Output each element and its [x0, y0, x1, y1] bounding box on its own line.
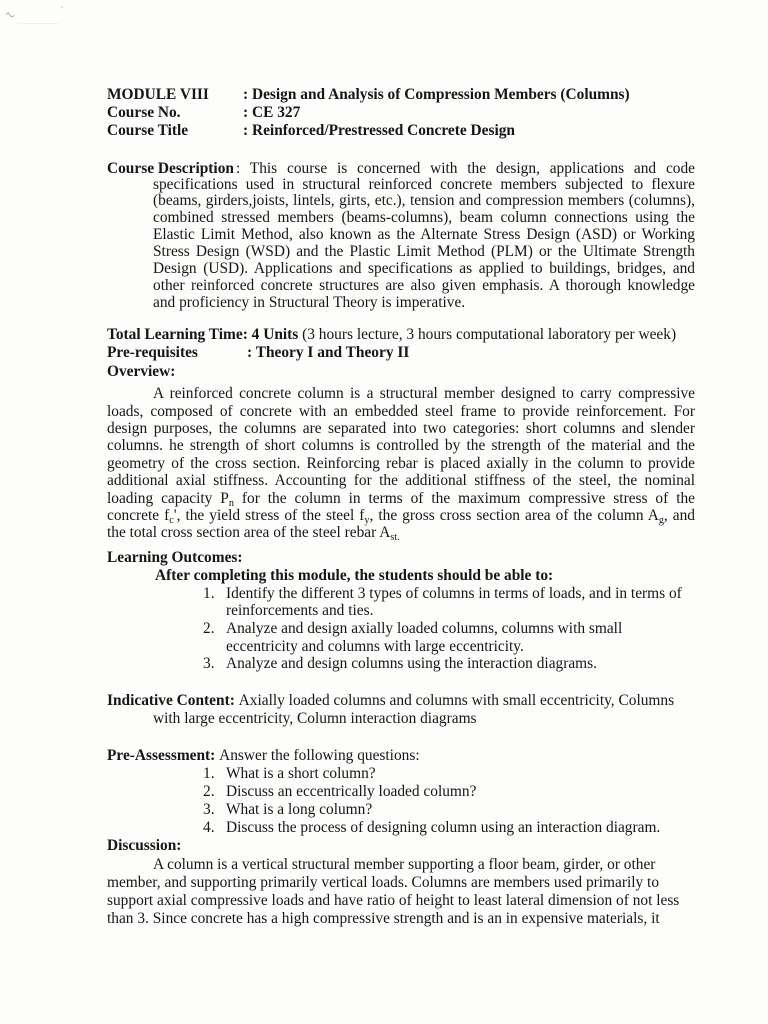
- discussion-paragraph: [107, 856, 695, 928]
- list-number: 1.: [203, 584, 215, 602]
- line-text: support axial compressive loads and have ratio of height to least lateral dimension of not less: [107, 891, 680, 909]
- line-text: (beams, girders,joists, lintels, girts, etc.), tension and compression members (columns),: [153, 192, 695, 210]
- line-text: reinforcements and ties.: [226, 602, 374, 620]
- course-title-label: Course Title: [107, 122, 189, 139]
- line-text: design purposes, the columns are separated into two categories: short columns and slender: [107, 420, 695, 438]
- course-no-value: : CE 327: [243, 104, 301, 121]
- line-text: ', the yield stress of the steel f: [173, 506, 365, 524]
- question-item: [107, 783, 695, 801]
- question-number: 4.: [203, 819, 215, 837]
- indicative-content-label: Indicative Content:: [107, 692, 235, 709]
- line-text: combined stressed members (beams-columns), beam column connections using the: [153, 209, 695, 227]
- text-line: [107, 472, 695, 489]
- line-text: loading capacity P: [107, 489, 229, 507]
- question-number: 2.: [203, 783, 215, 801]
- prerequisites-row: [107, 344, 695, 363]
- line-text: other reinforced concrete structures are also given emphasis. A thorough knowledge: [153, 276, 695, 294]
- question-text: Discuss an eccentrically loaded column?: [226, 783, 477, 801]
- discussion-heading: Discussion:: [107, 837, 182, 855]
- text-line: [107, 874, 695, 892]
- course-no-row: [107, 104, 695, 122]
- line-text: A column is a vertical structural member supporting a floor beam, girder, or other: [153, 855, 656, 873]
- text-line: [107, 892, 695, 910]
- line-text: concrete f: [107, 506, 170, 524]
- overview-paragraph: [107, 385, 695, 544]
- subscript: n: [228, 497, 234, 509]
- learning-outcomes-intro: After completing this module, the students should be able to:: [155, 566, 554, 584]
- line-text: and proficiency in Structural Theory is imperative.: [153, 293, 466, 311]
- pre-assessment-label: Pre-Assessment:: [107, 746, 216, 764]
- text-line: [107, 437, 695, 454]
- course-title-row: [107, 122, 695, 140]
- prerequisites-value: : Theory I and Theory II: [247, 344, 410, 362]
- text-line: [226, 638, 695, 656]
- text-line: [107, 385, 695, 402]
- text-line: [153, 295, 695, 312]
- list-item: [107, 655, 695, 673]
- indicative-content-row: [107, 692, 695, 710]
- text-line: [153, 193, 695, 210]
- indicative-content-continuation: with large eccentricity, Column interaction diagrams: [153, 710, 477, 727]
- prerequisites-label: Pre-requisites: [107, 344, 198, 362]
- line-text: Identify the different 3 types of columns in terms of loads, and in terms of: [226, 584, 682, 602]
- line-text: member, and supporting primarily vertical loads. Columns are members used primarily to: [107, 873, 660, 891]
- text-line: [226, 655, 695, 673]
- text-line: [107, 856, 695, 874]
- list-item-text: [226, 585, 695, 620]
- text-line: [153, 244, 695, 261]
- text-line: [226, 602, 695, 620]
- line-text: than 3. Since concrete has a high compressive strength and is an in expensive materials, it: [107, 909, 660, 927]
- indicative-content: [107, 692, 695, 728]
- text-line: [153, 278, 695, 295]
- subscript: g: [658, 514, 664, 526]
- question-item: [107, 801, 695, 819]
- learning-time-row: [107, 326, 695, 345]
- line-text: specifications used in structural reinforced concrete members subjected to flexure: [153, 175, 695, 193]
- list-item: [107, 620, 695, 655]
- text-line: [107, 910, 695, 928]
- text-line: [153, 210, 695, 227]
- text-line: [153, 261, 695, 278]
- pre-assessment-row: [107, 747, 695, 765]
- question-number: 3.: [203, 801, 215, 819]
- line-text: Stress Design (WSD) and the Plastic Limit Method (PLM) or the Ultimate Strength: [153, 243, 695, 261]
- line-text: the total cross section area of the steel rebar A: [107, 524, 391, 542]
- scan-artifact: [3, 4, 67, 28]
- text-line: [226, 620, 695, 638]
- text-line: [107, 490, 695, 507]
- course-description-first-row: [107, 160, 695, 177]
- module-row: [107, 86, 695, 104]
- question-text: What is a short column?: [226, 765, 376, 783]
- line-text: Analyze and design columns using the interaction diagrams.: [226, 655, 597, 673]
- line-text: Analyze and design axially loaded columns, columns with small: [226, 619, 623, 637]
- course-info: [107, 326, 695, 382]
- module-label: MODULE VIII: [107, 86, 209, 103]
- line-text: , the gross cross section area of the column A: [369, 506, 659, 524]
- overview-heading: Overview:: [107, 362, 176, 380]
- indicative-content-text: Axially loaded columns and columns with small eccentricity, Columns: [238, 692, 675, 709]
- question-number: 1.: [203, 765, 215, 783]
- pre-assessment-instruction: Answer the following questions:: [219, 746, 420, 764]
- list-number: 2.: [203, 619, 215, 637]
- module-header: [107, 86, 695, 140]
- pre-assessment-and-discussion: [107, 747, 695, 928]
- text-line: [107, 524, 695, 544]
- text-line: [107, 403, 695, 420]
- text-line: [107, 455, 695, 472]
- course-description-body: [153, 177, 695, 312]
- text-line: [107, 507, 695, 524]
- line-text: additional axial stiffness. Accounting for the additional stiffness of the steel, the nominal: [107, 472, 695, 490]
- list-item-text: [226, 620, 695, 655]
- text-line: [153, 177, 695, 194]
- line-text: loads, composed of concrete with an embedded steel frame to provide reinforcement. For: [107, 402, 695, 420]
- line-text: , and: [663, 506, 695, 524]
- line-text: Elastic Limit Method, also known as the Alternate Stress Design (ASD) or Working: [153, 226, 695, 244]
- course-description-first-line: : This course is concerned with the design, applications and code: [236, 159, 695, 177]
- subscript: st.: [390, 532, 400, 544]
- course-description-label: Course Description: [107, 159, 234, 177]
- course-title-value: : Reinforced/Prestressed Concrete Design: [243, 122, 515, 139]
- subscript: y: [364, 514, 370, 526]
- line-text: eccentricity and columns with large eccentricity.: [226, 637, 524, 655]
- line-text: geometry of the cross section. Reinforcing rebar is placed axially in the column to provide: [107, 454, 695, 472]
- subscript: c: [169, 514, 174, 526]
- learning-outcomes-heading: Learning Outcomes:: [107, 549, 243, 567]
- question-text: Discuss the process of designing column using an interaction diagram.: [226, 819, 661, 837]
- text-line: [226, 585, 695, 603]
- course-no-label: Course No.: [107, 104, 181, 121]
- line-text: A reinforced concrete column is a structural member designed to carry compressive: [153, 385, 695, 403]
- line-text: for the column in terms of the maximum compressive stress of the: [233, 489, 695, 507]
- line-text: columns. he strength of short columns is controlled by the strength of the material and the: [107, 437, 695, 455]
- question-item: [107, 765, 695, 783]
- text-line: [153, 227, 695, 244]
- list-number: 3.: [203, 655, 215, 673]
- question-text: What is a long column?: [226, 801, 373, 819]
- learning-outcomes: [107, 549, 695, 673]
- learning-time-value: (3 hours lecture, 3 hours computational laboratory per week): [302, 325, 677, 343]
- text-line: [107, 420, 695, 437]
- module-title: : Design and Analysis of Compression Members (Columns): [243, 86, 630, 103]
- list-item-text: [226, 655, 695, 673]
- question-item: [107, 819, 695, 837]
- line-text: Design (USD). Applications and specifications as applied to buildings, bridges, and: [153, 260, 695, 278]
- list-item: [107, 585, 695, 620]
- learning-time-label: Total Learning Time: 4 Units: [107, 325, 299, 343]
